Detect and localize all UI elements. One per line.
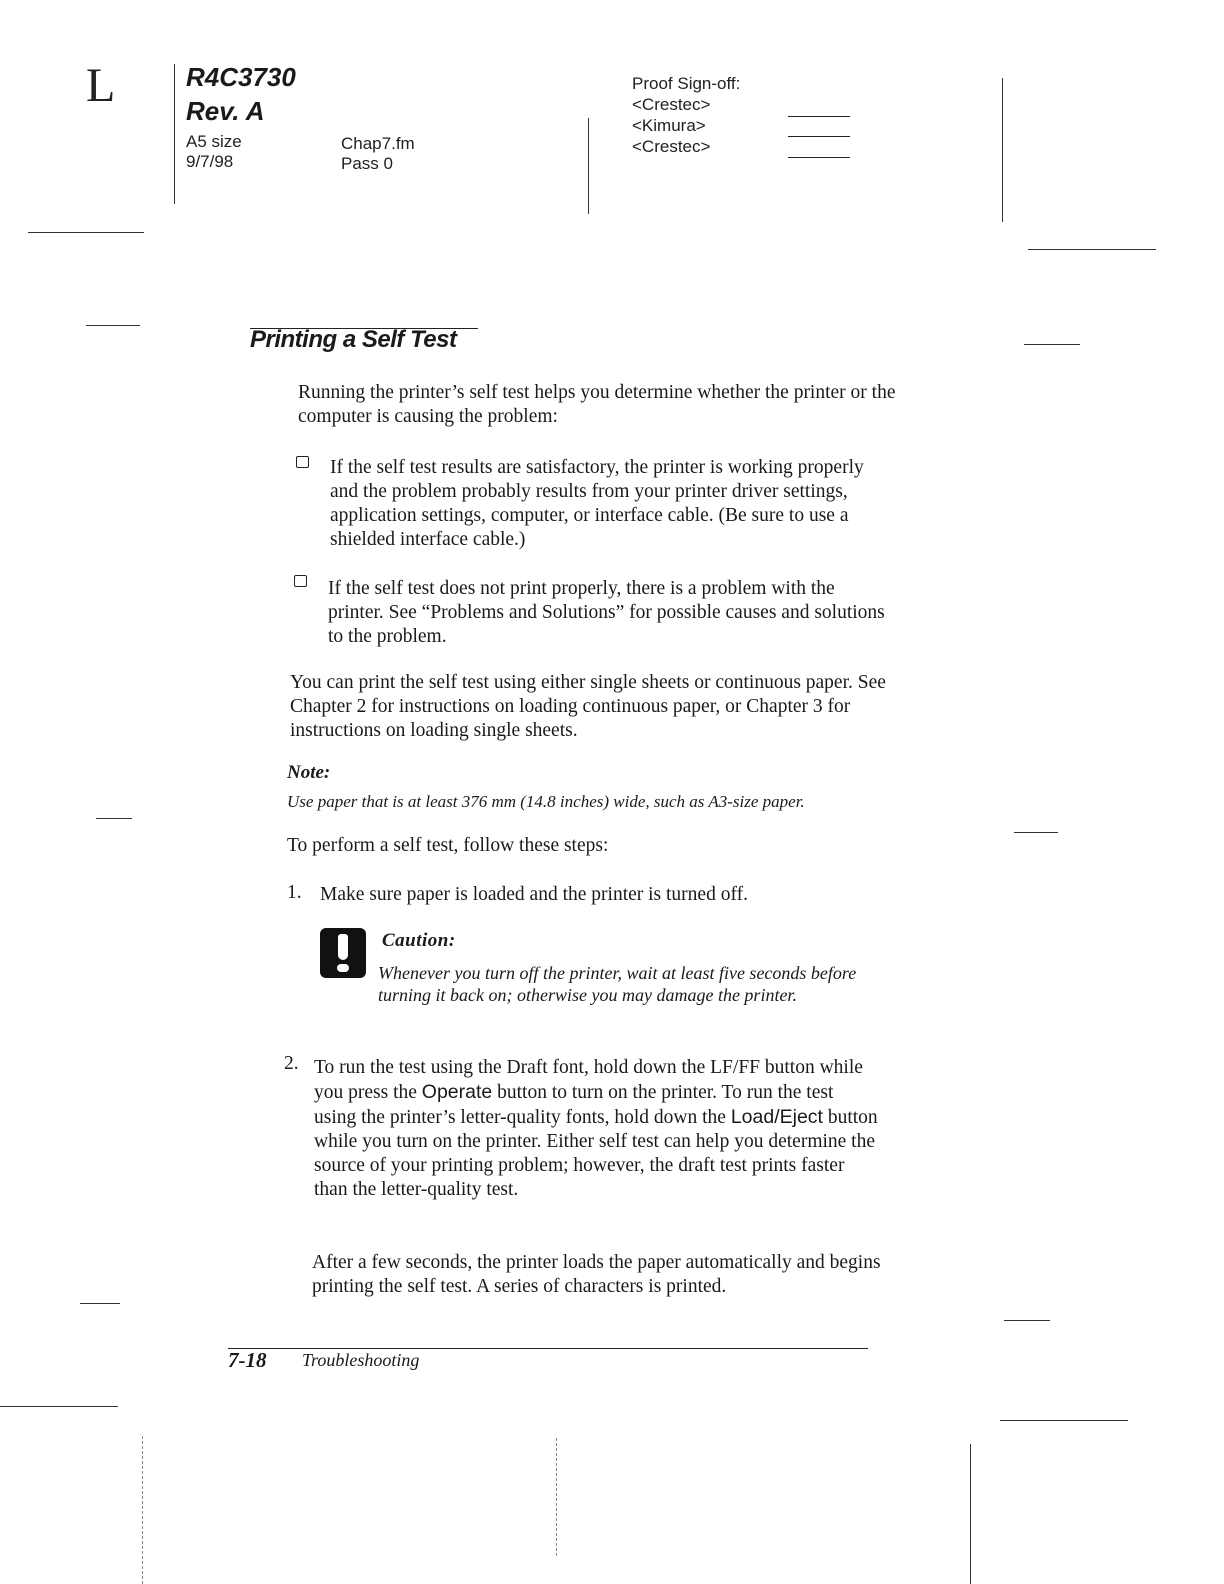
crop-mark (556, 1438, 557, 1556)
crop-mark (80, 1303, 120, 1304)
document-code: R4C3730 (186, 62, 296, 92)
crop-mark (1014, 832, 1058, 833)
crop-mark (1004, 1320, 1050, 1321)
file-name: Chap7.fm (341, 134, 415, 153)
signoff-line (788, 157, 850, 158)
crop-mark (1000, 1420, 1128, 1421)
page-number: 7-18 (228, 1348, 267, 1372)
corner-mark: L (86, 59, 116, 112)
footer-rule (228, 1348, 868, 1349)
bullet-item: If the self test does not print properly, there is a problem with the printer. See “Problems and Solutions” for possible causes and solutions to the problem. (328, 578, 885, 647)
page-size: A5 size (186, 132, 242, 151)
crop-mark (86, 325, 140, 326)
proof-signoff-label: Proof Sign-off: (632, 74, 741, 93)
intro-paragraph: Running the printer’s self test helps you determine whether the printer or the computer is causing the problem: (298, 382, 896, 427)
crop-mark (174, 64, 175, 204)
revision-label: Rev. A (186, 96, 265, 126)
load-eject-button-name: Load/Eject (730, 1106, 823, 1128)
checkbox-bullet-icon (296, 456, 309, 468)
checkbox-bullet-icon (294, 575, 307, 587)
crop-mark (28, 232, 144, 233)
caution-icon (320, 928, 366, 978)
signoff-line (788, 116, 850, 117)
paper-paragraph: You can print the self test using either single sheets or continuous paper. See Chapter 2 for instructions on loading continuous paper, or Chapter 3 for instructions on loading single sheets. (290, 672, 886, 741)
section-title: Printing a Self Test (250, 326, 457, 353)
crop-mark (96, 818, 132, 819)
crop-mark (970, 1444, 971, 1584)
chapter-title: Troubleshooting (302, 1350, 420, 1370)
bullet-item: If the self test results are satisfactory, the printer is working properly and the problem probably results from your printer driver settings, application settings, computer, or interface cable. (Be sure to use a shielded interface cable.) (330, 457, 864, 550)
crop-mark (1024, 344, 1080, 345)
step-text: Make sure paper is loaded and the printer is turned off. (320, 884, 748, 905)
proof-name-1: <Crestec> (632, 95, 711, 114)
step-text: To run the test using the Draft font, hold down the LF/FF button while you press the Operate button to turn on the printer. To run the test using the printer’s letter-quality fonts, hold down the Load/Eject button while you turn on the printer. Either self test can help you determine the source of your printing problem; however, the draft test prints faster than the letter-quality test. (314, 1057, 878, 1200)
pass-label: Pass 0 (341, 154, 393, 173)
proof-name-2: <Kimura> (632, 116, 706, 135)
crop-mark (1002, 78, 1003, 222)
step-number: 2. (284, 1053, 299, 1074)
operate-button-name: Operate (421, 1081, 493, 1103)
result-paragraph: After a few seconds, the printer loads the paper automatically and begins printing the self test. A series of characters is printed. (312, 1252, 881, 1297)
steps-intro: To perform a self test, follow these steps: (287, 835, 609, 856)
crop-mark (142, 1436, 143, 1584)
proof-name-3: <Crestec> (632, 137, 711, 156)
note-text: Use paper that is at least 376 mm (14.8 inches) wide, such as A3-size paper. (287, 792, 805, 811)
crop-mark (0, 1406, 118, 1407)
signoff-line (788, 136, 850, 137)
caution-label: Caution: (382, 930, 456, 951)
date: 9/7/98 (186, 152, 234, 171)
caution-text: Whenever you turn off the printer, wait at least five seconds before turning it back on; otherwise you may damage the printer. (378, 963, 857, 1005)
step-number: 1. (287, 882, 302, 903)
crop-mark (588, 118, 589, 214)
note-label: Note: (287, 762, 331, 783)
crop-mark (1028, 249, 1156, 250)
